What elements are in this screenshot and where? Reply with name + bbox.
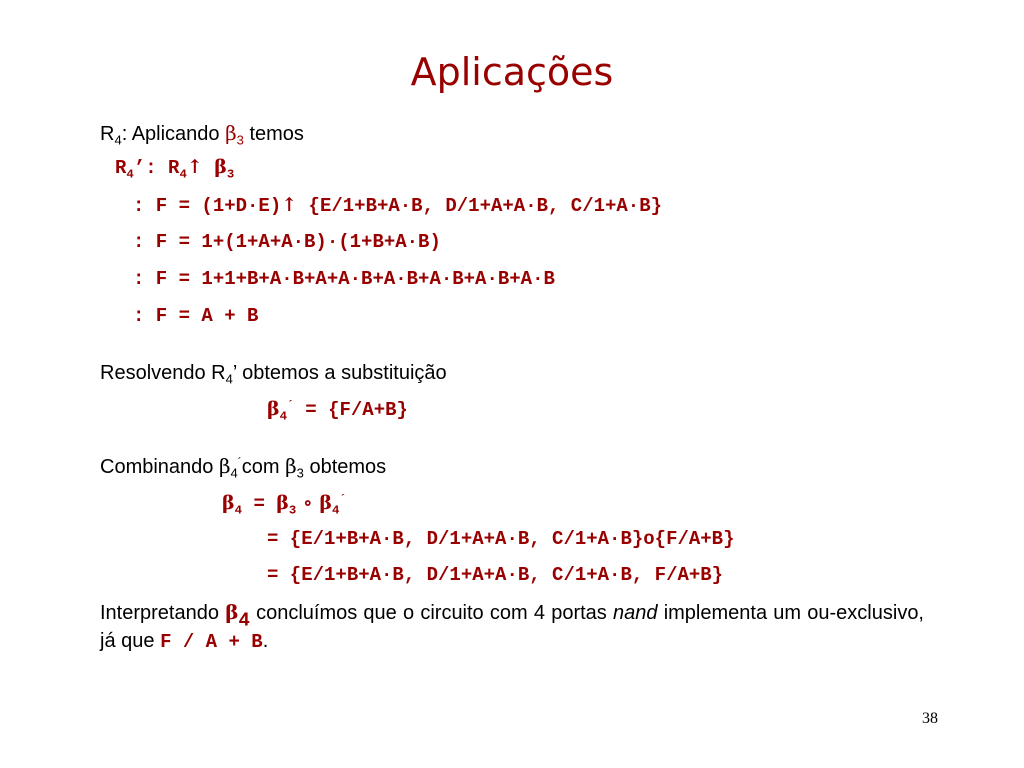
substitution-set: {E/1+B+A·B, D/1+A+A·B, C/1+A·B} (297, 195, 663, 217)
up-arrow-icon: ↑ (186, 156, 203, 178)
beta-subscript: 3 (236, 132, 244, 148)
beta-symbol: β (214, 156, 227, 178)
combine-line (100, 454, 386, 479)
beta-subscript: 3 (288, 503, 297, 518)
page-number: 38 (922, 710, 938, 727)
conclusion-expression: F / A + B (160, 631, 263, 653)
beta4-prime-value: = {F/A+B} (293, 399, 408, 421)
r4p-text: ’: R (133, 157, 180, 179)
composition-result-1: = {E/1+B+A·B, D/1+A+A·B, C/1+A·B}o{F/A+B} (267, 528, 735, 550)
r4-prime-line (115, 156, 235, 182)
conclusion-text: Interpretando (100, 602, 226, 624)
beta-symbol: β (276, 492, 289, 514)
beta-symbol: β (225, 600, 239, 624)
beta-symbol: β (222, 492, 235, 514)
r4p-sub3: 3 (226, 167, 235, 182)
derivation-line-1 (133, 194, 662, 217)
up-arrow-icon: ↑ (281, 194, 298, 216)
composition-result-2: = {E/1+B+A·B, D/1+A+A·B, C/1+A·B, F/A+B} (267, 564, 724, 586)
derivation-line-3: : F = 1+1+B+A·B+A+A·B+A·B+A·B+A·B+A·B (133, 268, 555, 290)
beta-symbol: β (285, 454, 297, 478)
equals-sign: = (242, 493, 277, 515)
beta-subscript: 4 (230, 465, 238, 481)
combine-text-end: obtemos (303, 456, 387, 478)
r4p-r: R (115, 157, 127, 179)
page-title: Aplicações (410, 50, 614, 94)
prime-mark: ´ (287, 400, 294, 413)
derivation-line-4: : F = A + B (133, 305, 259, 327)
derivation-line-2: : F = 1+(1+A+A·B)·(1+B+A·B) (133, 231, 441, 253)
combine-text: Combinando (100, 456, 219, 478)
resolve-subscript: 4 (225, 371, 233, 387)
conclusion-paragraph (100, 598, 924, 656)
r-label: R (100, 123, 115, 145)
resolve-line (100, 362, 447, 385)
conclusion-text-mid: concluímos que o circuito com 4 portas (249, 602, 613, 624)
prime-mark: ´ (339, 494, 347, 507)
composition-operator-icon: ∘ (296, 492, 320, 514)
beta-subscript: 4 (238, 609, 250, 632)
resolve-text-end: ’ obtemos a substituição (232, 362, 447, 384)
r4p-sub2: 4 (179, 167, 187, 182)
prime-mark: ´ (237, 454, 242, 469)
beta-subscript: 4 (332, 503, 340, 518)
beta-subscript: 4 (234, 503, 243, 518)
r-subscript: 4 (114, 132, 122, 148)
beta-symbol: β (225, 121, 237, 145)
intro-line (100, 121, 304, 146)
beta-subscript: 4 (279, 409, 288, 424)
combine-text-mid: com (241, 456, 286, 478)
beta4-prime-def (267, 398, 408, 424)
beta-symbol: β (267, 398, 280, 420)
r4p-sub: 4 (126, 167, 134, 182)
derivation-expr: : F = (1+D·E) (133, 195, 282, 217)
beta-symbol: β (319, 492, 333, 514)
intro-text: : Aplicando (121, 123, 226, 145)
composition-line (222, 492, 347, 518)
nand-term: nand (613, 602, 658, 624)
beta-subscript: 3 (296, 465, 304, 481)
beta-symbol: β (218, 454, 231, 478)
conclusion-text-2: implementa um ou-exclusivo, já que (100, 602, 924, 652)
intro-text-end: temos (243, 123, 304, 145)
conclusion-period: . (262, 630, 269, 652)
resolve-text: Resolvendo R (100, 362, 226, 384)
